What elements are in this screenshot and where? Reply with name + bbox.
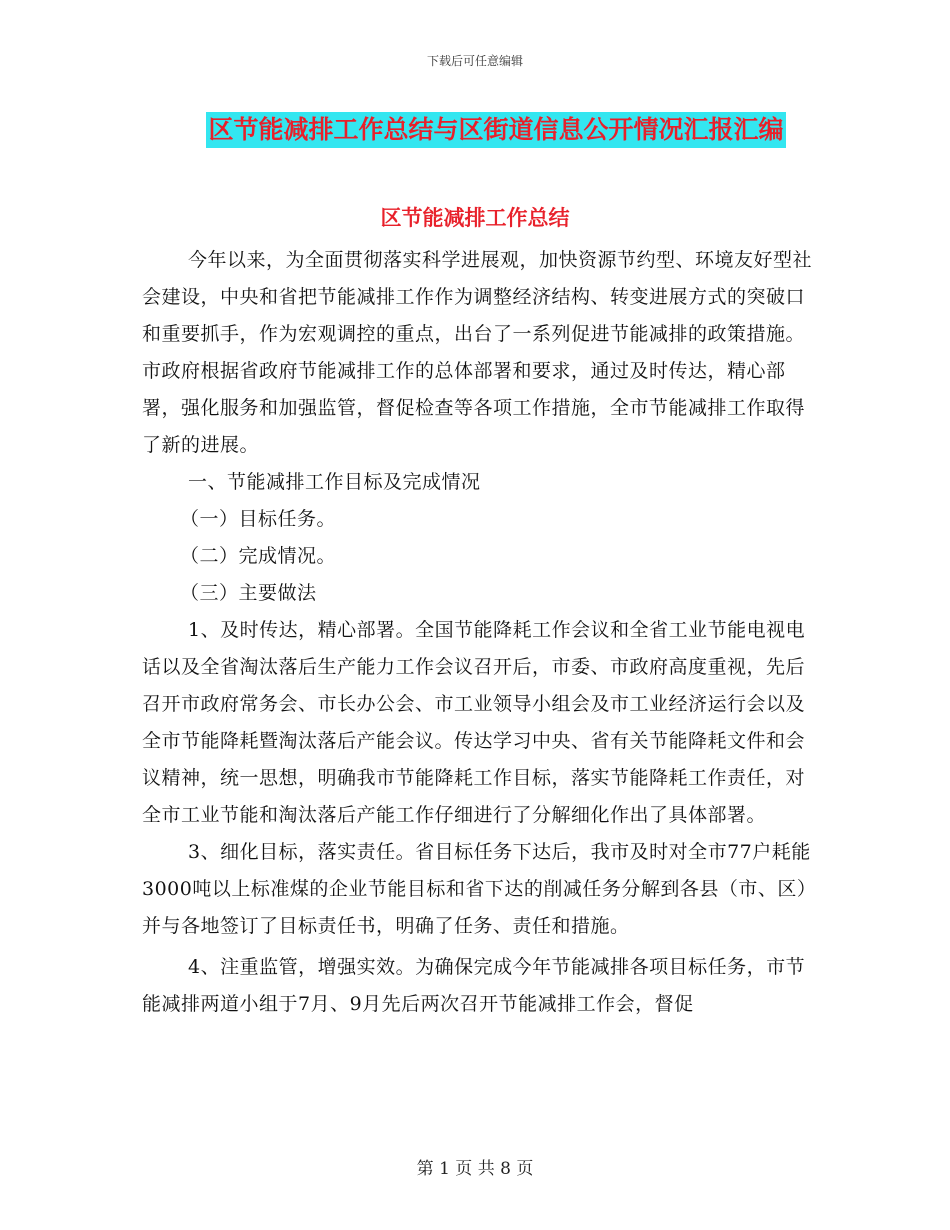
subheading-main-practices: （三）主要做法 xyxy=(180,582,317,604)
subheading-target-tasks: （一）目标任务。 xyxy=(180,508,337,530)
subheading-completion-status: （二）完成情况。 xyxy=(180,545,337,567)
paragraph-item-1: 1、及时传达，精心部署。全国节能降耗工作会议和全省工业节能电视电话以及全省淘汰落后生产能力工作会议召开后，市委、市政府高度重视，先后召开市政府常务会、市长办公会、市工业领导小组会及市工业经济运行会以及全市节能降耗暨淘汰落后产能会议。传达学习中央、省有关节能降耗文件和会议精神，统一思想，明确我市节能降耗工作目标，落实节能降耗工作责任，对全市工业节能和淘汰落后产能工作仔细进行了分解细化作出了具体部署。 xyxy=(142,619,806,826)
paragraph-item-3: 3、细化目标，落实责任。省目标任务下达后，我市及时对全市77户耗能3000吨以上标准煤的企业节能目标和省下达的削减任务分解到各县（市、区）并与各地签订了目标责任书，明确了任务、责任和措施。 xyxy=(142,841,817,937)
section-title: 区节能减排工作总结 xyxy=(380,205,570,230)
document-title-container xyxy=(0,112,950,148)
document-title: 区节能减排工作总结与区街道信息公开情况汇报汇编 xyxy=(206,112,785,148)
page-footer: 第 1 页 共 8 页 xyxy=(416,1159,534,1179)
paragraph-intro: 今年以来，为全面贯彻落实科学进展观，加快资源节约型、环境友好型社会建设，中央和省把节能减排工作作为调整经济结构、转变进展方式的突破口和重要抓手，作为宏观调控的重点，出台了一系列促进节能减排的政策措施。市政府根据省政府节能减排工作的总体部署和要求，通过及时传达，精心部署，强化服务和加强监管，督促检查等各项工作措施，全市节能减排工作取得了新的进展。 xyxy=(142,249,813,456)
header-note: 下载后可任意编辑 xyxy=(426,54,523,68)
document-body xyxy=(142,242,822,1023)
paragraph-item-4: 4、注重监管，增强实效。为确保完成今年节能减排各项目标任务，市节能减排两道小组于7月、9月先后两次召开节能减排工作会，督促 xyxy=(142,956,806,1015)
heading-targets-completion: 一、节能减排工作目标及完成情况 xyxy=(188,471,481,493)
